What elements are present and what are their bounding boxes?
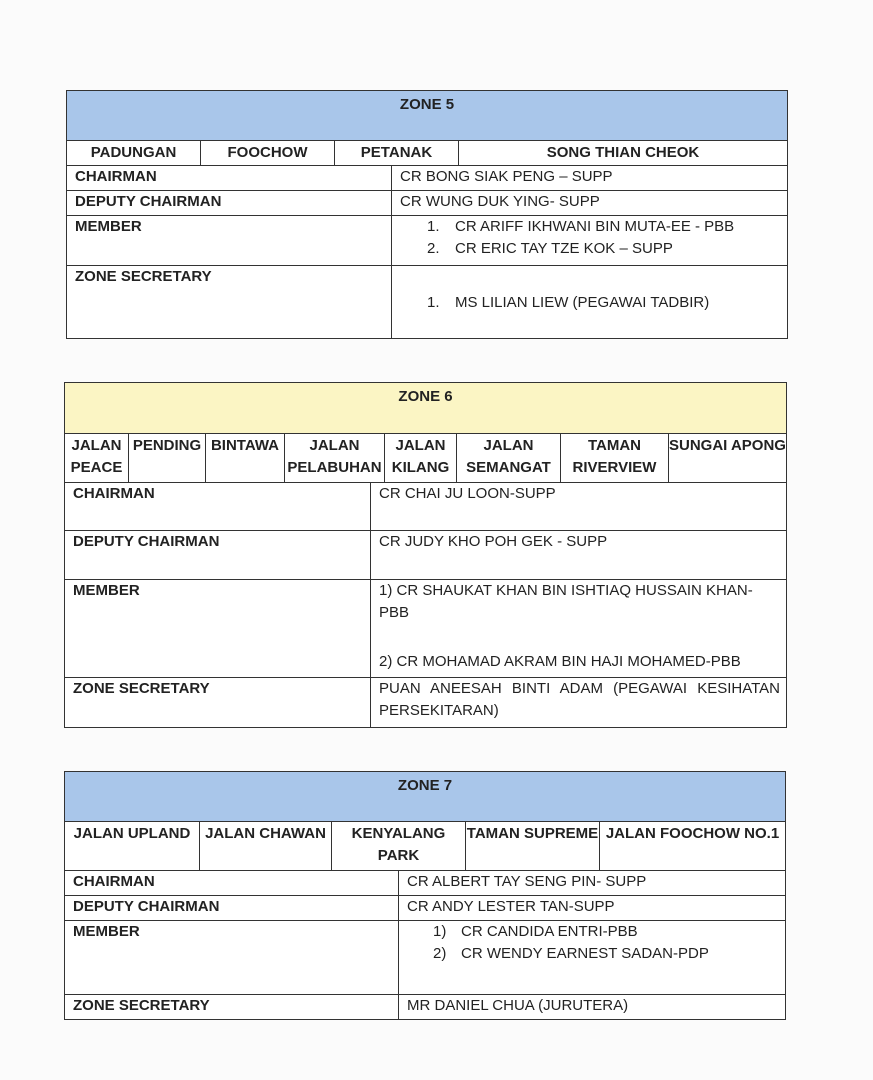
area-cell: PADUNGAN [67, 141, 201, 165]
zone-secretary-name: PUAN ANEESAH BINTI ADAM (PEGAWAI KESIHATAN PERSEKITARAN) [379, 680, 780, 719]
deputy-chairman-name: CR ANDY LESTER TAN-SUPP [407, 898, 615, 915]
area-cell: PETANAK [335, 141, 459, 165]
zone-5-areas-row [67, 141, 787, 166]
list-item: 2) CR MOHAMAD AKRAM BIN HAJI MOHAMED-PBB [379, 653, 741, 670]
zone-7-areas-row [65, 822, 785, 871]
list-item: 1) CR CANDIDA ENTRI-PBB [433, 923, 638, 940]
member-row [67, 216, 787, 266]
area-cell: FOOCHOW [201, 141, 335, 165]
zone-6-table [64, 382, 787, 728]
zone-7-header [65, 772, 785, 822]
chairman-row [65, 871, 785, 896]
zone-secretary-row [65, 678, 786, 727]
zone-title: ZONE 7 [397, 777, 453, 794]
member-row [65, 580, 786, 678]
chairman-name: CR CHAI JU LOON-SUPP [379, 485, 556, 502]
zone-6-areas-row [65, 434, 786, 483]
member-list [399, 921, 785, 994]
chairman-row [65, 483, 786, 531]
list-item: 2. CR ERIC TAY TZE KOK – SUPP [427, 240, 673, 257]
area-cell: BINTAWA [206, 434, 285, 482]
zone-5-table [66, 90, 788, 339]
zone-secretary-name: MR DANIEL CHUA (JURUTERA) [407, 997, 629, 1014]
zone-7-table [64, 771, 786, 1020]
role-label: ZONE SECRETARY [67, 266, 392, 338]
role-label: DEPUTY CHAIRMAN [65, 531, 371, 579]
area-cell: JALAN SEMANGAT [457, 434, 561, 482]
zone-5-header [67, 91, 787, 141]
role-label: CHAIRMAN [67, 166, 392, 190]
list-item: 2) CR WENDY EARNEST SADAN-PDP [433, 945, 709, 962]
zone-secretary-name: 1. MS LILIAN LIEW (PEGAWAI TADBIR) [427, 294, 710, 311]
area-cell: JALAN KILANG [385, 434, 457, 482]
area-cell: TAMAN RIVERVIEW [561, 434, 669, 482]
area-cell: JALAN PEACE [65, 434, 129, 482]
deputy-chairman-row [65, 531, 786, 580]
list-item: 1) CR SHAUKAT KHAN BIN ISHTIAQ HUSSAIN KHAN- PBB [379, 582, 753, 621]
area-cell: JALAN PELABUHAN [285, 434, 385, 482]
zone-secretary-row [67, 266, 787, 338]
role-label: CHAIRMAN [65, 483, 371, 530]
list-item: 1. CR ARIFF IKHWANI BIN MUTA-EE - PBB [427, 218, 735, 235]
area-cell: JALAN CHAWAN [200, 822, 332, 870]
chairman-row [67, 166, 787, 191]
role-label: MEMBER [65, 580, 371, 677]
deputy-chairman-name: CR JUDY KHO POH GEK - SUPP [379, 533, 608, 550]
area-cell: JALAN UPLAND [65, 822, 200, 870]
deputy-chairman-row [67, 191, 787, 216]
area-cell: SUNGAI APONG [669, 437, 786, 454]
area-cell: JALAN FOOCHOW NO.1 [605, 825, 780, 842]
role-label: CHAIRMAN [65, 871, 399, 895]
deputy-chairman-row [65, 896, 785, 921]
deputy-chairman-name: CR WUNG DUK YING- SUPP [400, 193, 600, 210]
zone-title: ZONE 5 [399, 96, 455, 113]
chairman-name: CR ALBERT TAY SENG PIN- SUPP [407, 873, 647, 890]
member-row [65, 921, 785, 995]
member-list [392, 216, 787, 265]
area-cell: PENDING [129, 434, 206, 482]
role-label: ZONE SECRETARY [65, 995, 399, 1019]
zone-6-header [65, 383, 786, 434]
role-label: MEMBER [67, 216, 392, 265]
role-label: MEMBER [65, 921, 399, 994]
member-list [371, 580, 786, 677]
zone-secretary-row [65, 995, 785, 1019]
chairman-name: CR BONG SIAK PENG – SUPP [400, 168, 613, 185]
role-label: ZONE SECRETARY [65, 678, 371, 727]
area-cell: TAMAN SUPREME [466, 822, 600, 870]
role-label: DEPUTY CHAIRMAN [67, 191, 392, 215]
area-cell: SONG THIAN CHEOK [546, 144, 700, 161]
area-cell: KENYALANG PARK [332, 822, 466, 870]
role-label: DEPUTY CHAIRMAN [65, 896, 399, 920]
zone-title: ZONE 6 [398, 388, 453, 405]
